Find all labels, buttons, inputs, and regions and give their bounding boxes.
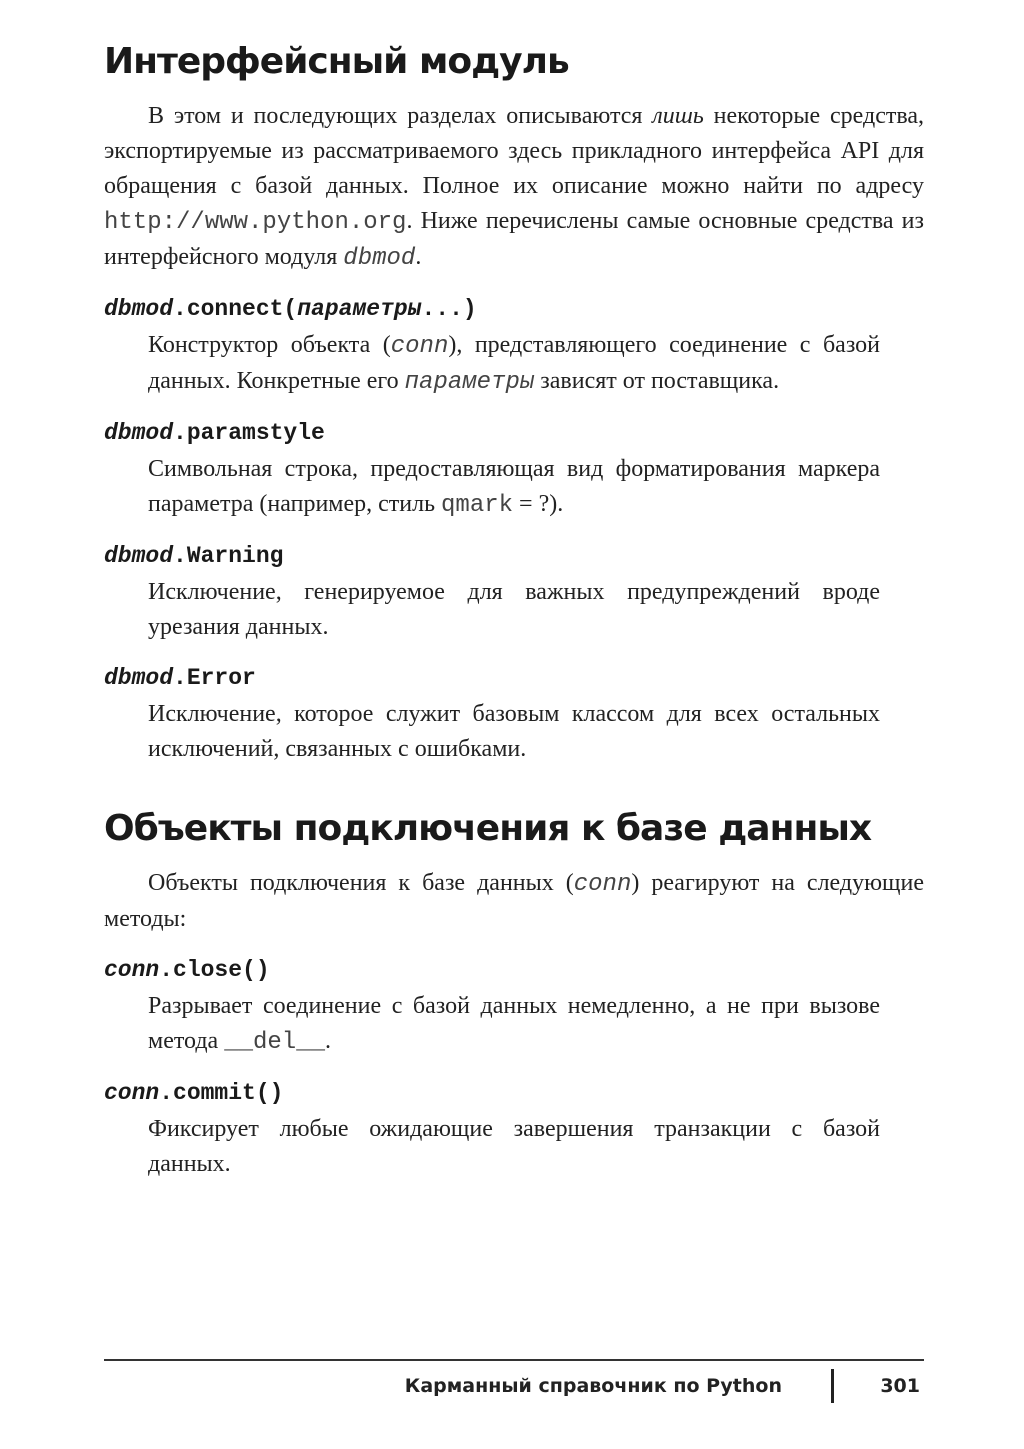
desc-code: параметры: [404, 369, 535, 397]
section-heading-interface-module: Интерфейсный модуль: [104, 41, 569, 82]
sig-object: conn: [104, 957, 160, 984]
intro-text: ) реагируют на следующие методы:: [104, 870, 924, 933]
entry-description-error: [148, 697, 880, 767]
footer-rule: [104, 1359, 924, 1361]
sig-object: dbmod: [104, 420, 174, 447]
desc-text: ), представляющего соединение с базой данных. Конкретные его: [148, 332, 881, 395]
desc-code: conn: [390, 333, 449, 361]
section-heading-connection-objects: Объекты подключения к базе данных: [104, 808, 872, 850]
python-org-url: http://www.python.org: [104, 209, 407, 237]
page-footer: [104, 1373, 920, 1403]
desc-text: зависят от поставщика.: [534, 368, 780, 395]
intro-text: В этом и последующих разделах описываются: [148, 103, 653, 130]
entry-description-close: [148, 989, 880, 1060]
intro-text: . Ниже перечислены самые основные средства из интерфейсного модуля: [104, 208, 924, 271]
entry-signature-warning: [104, 541, 924, 571]
entry-signature-connect: [104, 294, 924, 324]
intro-emphasis: лишь: [652, 103, 704, 130]
sig-object: conn: [104, 1080, 160, 1107]
footer-separator: [831, 1369, 834, 1403]
intro-paragraph: [104, 99, 924, 276]
sig-arg: параметры: [297, 296, 422, 323]
entry-description-warning: [148, 575, 880, 645]
intro-text: .: [415, 244, 422, 271]
sig-name: .paramstyle: [173, 420, 325, 447]
desc-text: Символьная строка, предоставляющая вид форматирования маркера параметра (например, стиль: [148, 456, 880, 518]
intro-text: Объекты подключения к базе данных (: [148, 870, 574, 897]
sig-object: dbmod: [104, 296, 174, 323]
entry-signature-close: [104, 955, 924, 985]
entry-signature-paramstyle: [104, 418, 924, 448]
sig-object: dbmod: [104, 665, 174, 692]
footer-book-title: Карманный справочник по Python: [404, 1375, 782, 1397]
page-number: 301: [880, 1375, 920, 1397]
sig-name: .Error: [173, 665, 256, 692]
desc-text: Разрывает соединение с базой данных немедленно, а не при вызове метода: [148, 993, 880, 1055]
desc-text: Фиксирует любые ожидающие завершения транзакции с базой данных.: [148, 1116, 880, 1178]
sig-object: dbmod: [104, 543, 174, 570]
entry-description-connect: [148, 328, 880, 400]
entry-description-paramstyle: [148, 452, 880, 523]
sig-name: .connect(: [173, 296, 298, 323]
sig-name: .close(): [159, 957, 270, 984]
desc-code: qmark: [441, 492, 514, 520]
desc-code: __del__: [224, 1029, 326, 1057]
page-content: [104, 30, 924, 1182]
desc-text: Исключение, генерируемое для важных предупреждений вроде урезания данных.: [148, 579, 880, 641]
entry-signature-error: [104, 663, 924, 693]
desc-text: .: [325, 1028, 332, 1055]
sig-name: .commit(): [159, 1080, 284, 1107]
sig-name: .Warning: [173, 543, 284, 570]
module-name: dbmod: [343, 245, 416, 273]
desc-text: Исключение, которое служит базовым классом для всех остальных исключений, связанных с ошибками.: [148, 701, 880, 763]
connection-intro-paragraph: [104, 866, 924, 937]
entry-signature-commit: [104, 1078, 924, 1108]
intro-text: некоторые средства, экспортируемые из рассматриваемого здесь прикладного интерфейса API для обращения с базой данных. Полное их описание можно найти по адресу: [104, 103, 924, 200]
desc-text: = ?).: [513, 491, 564, 518]
sig-tail: ...): [421, 296, 477, 323]
entry-description-commit: [148, 1112, 880, 1182]
intro-code: conn: [573, 871, 632, 899]
desc-text: Конструктор объекта (: [148, 332, 391, 359]
